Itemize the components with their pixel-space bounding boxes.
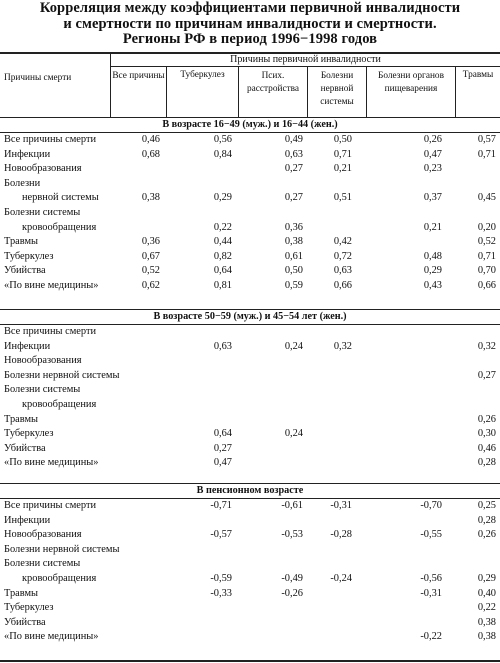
section-title: В пенсионном возрасте bbox=[196, 485, 304, 496]
table-cell: 0,70 bbox=[477, 265, 496, 277]
table-cell: 0,29 bbox=[477, 573, 496, 584]
table-cell: -0,56 bbox=[420, 573, 442, 584]
row-label-continued: кровообращения bbox=[22, 573, 97, 584]
table-cell: 0,21 bbox=[333, 163, 352, 175]
table-cell: 0,62 bbox=[141, 280, 160, 291]
table-cell: 0,71 bbox=[477, 250, 496, 262]
table-cell: -0,57 bbox=[210, 529, 232, 541]
table-cell: -0,28 bbox=[330, 529, 352, 541]
table-cell: -0,31 bbox=[420, 587, 442, 599]
section-rule bbox=[0, 324, 500, 325]
column-header-nervous: Болезни нервной системы bbox=[320, 71, 354, 107]
table-cell: 0,59 bbox=[284, 280, 303, 291]
row-label: Болезни системы bbox=[4, 384, 81, 396]
table-cell: -0,24 bbox=[330, 573, 352, 584]
row-label: Убийства bbox=[4, 265, 46, 277]
row-label: Все причины смерти bbox=[4, 326, 97, 337]
table-cell: 0,27 bbox=[284, 163, 303, 175]
table-cell: -0,26 bbox=[281, 587, 303, 599]
table-cell: 0,63 bbox=[213, 340, 232, 352]
table-cell: -0,22 bbox=[420, 631, 442, 643]
row-label: Инфекции bbox=[4, 340, 51, 352]
row-label: Инфекции bbox=[4, 148, 51, 160]
table-cell: -0,55 bbox=[420, 529, 442, 541]
table-cell: -0,59 bbox=[210, 573, 232, 584]
table-cell: 0,63 bbox=[333, 265, 352, 277]
table-cell: 0,37 bbox=[423, 192, 442, 204]
table-title-line-1: Корреляция между коэффициентами первичной инвалидности bbox=[39, 0, 461, 16]
table-bottom-rule bbox=[0, 660, 500, 662]
column-header-tuberculosis: Туберкулез bbox=[180, 70, 225, 80]
table-cell: -0,70 bbox=[420, 500, 442, 511]
table-cell: 0,46 bbox=[141, 134, 160, 145]
row-label: Болезни нервной системы bbox=[4, 543, 120, 555]
table-cell: 0,49 bbox=[284, 134, 303, 145]
table-cell: 0,38 bbox=[477, 616, 496, 628]
table-cell: 0,52 bbox=[477, 236, 496, 248]
row-label: Болезни системы bbox=[4, 558, 81, 570]
table-cell: 0,64 bbox=[213, 428, 232, 440]
table-cell: 0,25 bbox=[477, 500, 496, 511]
row-header-label: Причины смерти bbox=[4, 73, 72, 83]
table-cell: 0,63 bbox=[284, 148, 303, 160]
table-cell: 0,28 bbox=[477, 457, 496, 469]
table-cell: 0,61 bbox=[284, 250, 303, 262]
table-cell: 0,24 bbox=[284, 428, 303, 440]
table-cell: 0,66 bbox=[477, 280, 496, 291]
column-header-mental: Псих. расстройства bbox=[246, 71, 300, 94]
table-cell: 0,40 bbox=[477, 587, 496, 599]
table-cell: 0,71 bbox=[333, 148, 352, 160]
row-label: Все причины смерти bbox=[4, 134, 97, 145]
table-title-line-2: и смертности по причинам инвалидности и смертности. bbox=[63, 16, 437, 32]
table-cell: 0,56 bbox=[213, 134, 232, 145]
table-cell: 0,47 bbox=[213, 457, 232, 469]
table-cell: 0,27 bbox=[284, 192, 303, 204]
table-cell: 0,24 bbox=[284, 340, 303, 352]
table-cell: 0,64 bbox=[213, 265, 232, 277]
row-label: Убийства bbox=[4, 442, 46, 454]
group-header-rule bbox=[111, 66, 500, 67]
table-cell: 0,50 bbox=[333, 134, 352, 145]
table-cell: -0,71 bbox=[210, 500, 232, 511]
table-cell: 0,45 bbox=[477, 192, 496, 204]
row-label: Травмы bbox=[4, 587, 39, 599]
table-cell: 0,38 bbox=[141, 192, 160, 204]
row-label: Болезни нервной системы bbox=[4, 369, 120, 381]
table-cell: 0,26 bbox=[477, 413, 496, 425]
table-cell: -0,33 bbox=[210, 587, 232, 599]
row-label: Травмы bbox=[4, 236, 39, 248]
table-cell: 0,66 bbox=[333, 280, 352, 291]
table-cell: 0,36 bbox=[284, 221, 303, 233]
table-cell: 0,27 bbox=[213, 442, 232, 454]
table-cell: 0,81 bbox=[213, 280, 232, 291]
table-cell: -0,53 bbox=[281, 529, 303, 541]
header-bottom-rule bbox=[0, 117, 500, 118]
row-label: Новообразования bbox=[4, 355, 82, 367]
table-cell: 0,72 bbox=[333, 250, 352, 262]
table-cell: 0,36 bbox=[141, 236, 160, 248]
table-cell: 0,22 bbox=[213, 221, 232, 233]
table-cell: 0,20 bbox=[477, 221, 496, 233]
table-cell: 0,68 bbox=[141, 148, 160, 160]
table-cell: 0,44 bbox=[213, 236, 232, 248]
table-cell: 0,52 bbox=[141, 265, 160, 277]
section-rule bbox=[0, 498, 500, 499]
table-cell: 0,26 bbox=[477, 529, 496, 541]
row-label: Все причины смерти bbox=[4, 500, 97, 511]
row-label: Травмы bbox=[4, 413, 39, 425]
row-label-continued: кровообращения bbox=[22, 221, 97, 233]
row-label: Новообразования bbox=[4, 163, 82, 175]
table-cell: 0,48 bbox=[423, 250, 442, 262]
section-title: В возрасте 16−49 (муж.) и 16−44 (жен.) bbox=[162, 119, 338, 130]
table-cell: 0,47 bbox=[423, 148, 442, 160]
row-label-continued: нервной системы bbox=[22, 192, 99, 204]
table-cell: 0,71 bbox=[477, 148, 496, 160]
table-cell: -0,61 bbox=[281, 500, 303, 511]
table-title-line-3: Регионы РФ в период 1996−1998 годов bbox=[122, 31, 378, 47]
table-cell: 0,43 bbox=[423, 280, 442, 291]
table-cell: 0,21 bbox=[423, 221, 442, 233]
row-label: Туберкулез bbox=[4, 602, 54, 614]
table-cell: 0,51 bbox=[333, 192, 352, 204]
row-label: Инфекции bbox=[4, 514, 51, 526]
table-cell: -0,49 bbox=[281, 573, 303, 584]
table-cell: 0,32 bbox=[477, 340, 496, 352]
row-label: Болезни bbox=[4, 177, 41, 189]
row-label: Убийства bbox=[4, 616, 46, 628]
table-cell: 0,28 bbox=[477, 514, 496, 526]
row-label-continued: кровообращения bbox=[22, 399, 97, 410]
row-label: «По вине медицины» bbox=[4, 457, 99, 469]
row-label: Туберкулез bbox=[4, 428, 54, 440]
row-label: Болезни системы bbox=[4, 207, 81, 218]
row-label: Новообразования bbox=[4, 529, 82, 541]
row-label: «По вине медицины» bbox=[4, 631, 99, 643]
table-cell: 0,29 bbox=[213, 192, 232, 204]
table-cell: 0,26 bbox=[423, 134, 442, 145]
table-cell: 0,23 bbox=[423, 163, 442, 175]
section-title: В возрасте 50−59 (муж.) и 45−54 лет (жен.) bbox=[153, 311, 347, 322]
column-header-injuries: Травмы bbox=[462, 70, 494, 80]
column-header-all-causes: Все причины bbox=[112, 71, 165, 81]
table-cell: 0,32 bbox=[333, 340, 352, 352]
row-label: «По вине медицины» bbox=[4, 280, 99, 291]
table-cell: 0,84 bbox=[213, 148, 232, 160]
table-cell: 0,50 bbox=[284, 265, 303, 277]
table-cell: 0,57 bbox=[477, 134, 496, 145]
table-cell: 0,38 bbox=[477, 631, 496, 643]
column-group-label: Причины первичной инвалидности bbox=[230, 54, 381, 65]
table-cell: 0,22 bbox=[477, 602, 496, 614]
section-rule bbox=[0, 309, 500, 310]
table-cell: 0,27 bbox=[477, 369, 496, 381]
table-cell: 0,29 bbox=[423, 265, 442, 277]
table-cell: 0,42 bbox=[333, 236, 352, 248]
section-rule bbox=[0, 132, 500, 133]
table-cell: 0,82 bbox=[213, 250, 232, 262]
table-cell: 0,30 bbox=[477, 428, 496, 440]
table-cell: 0,67 bbox=[141, 250, 160, 262]
table-cell: 0,46 bbox=[477, 442, 496, 454]
table-cell: 0,38 bbox=[284, 236, 303, 248]
row-label: Туберкулез bbox=[4, 250, 54, 262]
section-rule bbox=[0, 483, 500, 484]
column-header-digestive: Болезни органов пищеварения bbox=[378, 71, 444, 94]
table-cell: -0,31 bbox=[330, 500, 352, 511]
